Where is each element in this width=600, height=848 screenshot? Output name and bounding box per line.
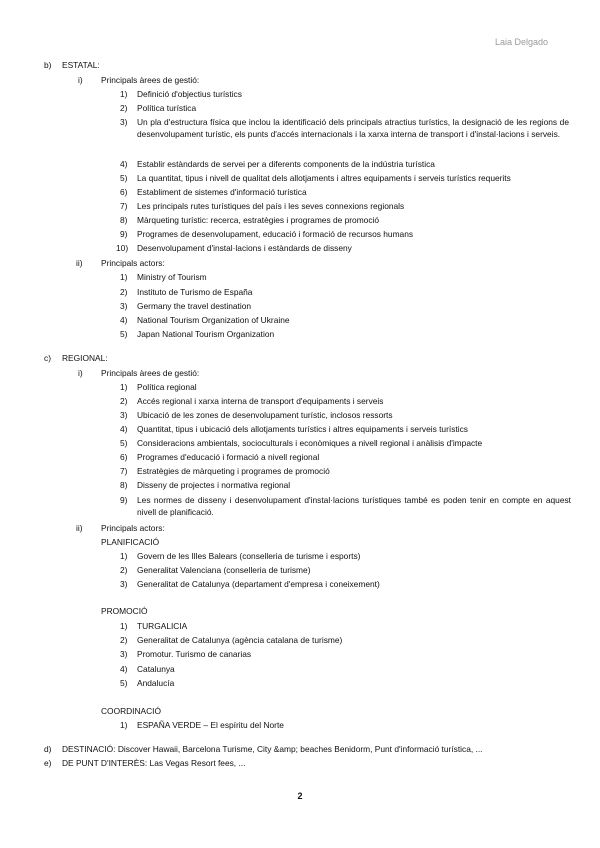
item-text: Les principals rutes turístiques del país i les seves connexions regionals [137,201,405,211]
subsection-title: Principals àrees de gestió: [101,368,200,378]
item-text: Govern de les Illes Balears (conselleria de turisme i esports) [137,551,361,561]
item-text: Establiment de sistemes d'informació turística [137,187,307,197]
group-title-planificacio: PLANIFICACIÓ [101,537,160,547]
item-number: 4) [120,315,128,325]
item-text: Accés regional i xarxa interna de transport d'equipaments i serveis [137,396,384,406]
item-number: 3) [120,117,128,127]
item-number: 1) [120,272,128,282]
header-author: Laia Delgado [494,37,548,47]
subsection-marker: i) [78,368,83,378]
item-text: Programes de desenvolupament, educació i formació de recursos humans [137,229,414,239]
item-number: 2) [120,103,128,113]
item-number: 1) [120,89,128,99]
group-title-coordinacio: COORDINACIÓ [101,706,162,716]
item-text: Japan National Tourism Organization [137,329,275,339]
item-number: 2) [120,635,128,645]
section-text: Discover Hawaii, Barcelona Turisme, City &amp; beaches Benidorm, Punt d'informació turística, ... [117,744,483,754]
section-title: REGIONAL: [62,353,108,363]
item-text: Catalunya [137,664,175,674]
item-text: TURGALICIA [137,621,188,631]
item-number: 2) [120,565,128,575]
item-text: Generalitat Valenciana (conselleria de turisme) [137,565,311,575]
item-text: Ministry of Tourism [137,272,207,282]
subsection-title: Principals àrees de gestió: [101,75,200,85]
item-text: Ubicació de les zones de desenvolupament turístic, inclosos ressorts [137,410,393,420]
item-text: Desenvolupament d'instal·lacions i estàndards de disseny [137,243,352,253]
item-number: 4) [120,159,128,169]
item-text: ESPAÑA VERDE – El espíritu del Norte [137,720,284,730]
item-number: 4) [120,424,128,434]
section-marker: c) [44,353,51,363]
item-text-wrapped: Un pla d'estructura física que inclou la identificació dels principals atractius turístics, la designació de les regions de desenvolupament turístic, els punts d'accés internacionals i la xarxa interna de transport i d'instal·lacions i serveis. [137,117,569,139]
item-number: 10) [116,243,129,253]
item-text: Estratègies de màrqueting i programes de promoció [137,466,330,476]
item-number: 1) [120,382,128,392]
item-number: 3) [120,649,128,659]
item-text: Promotur. Turismo de canarias [137,649,252,659]
item-number: 9) [120,229,128,239]
subsection-marker: ii) [76,258,83,268]
item-number: 4) [120,664,128,674]
item-text: Política regional [137,382,197,392]
item-text: Establir estàndards de servei per a diferents components de la indústria turística [137,159,435,169]
group-title-promocio: PROMOCIÓ [101,606,148,616]
page-number: 2 [297,791,303,801]
item-number: 5) [120,329,128,339]
item-number: 5) [120,173,128,183]
item-text: Quantitat, tipus i ubicació dels allotjaments turístics i altres equipaments i serveis turístics [137,424,468,434]
item-number: 5) [120,438,128,448]
item-text-wrapped: Les normes de disseny i desenvolupament d'instal·lacions turístiques també es poden tenir en compte en aquest nivell de planificació. [137,495,571,517]
item-text: National Tourism Organization of Ukraine [137,315,290,325]
item-text: La quantitat, tipus i nivell de qualitat dels allotjaments i altres equipaments i serveis turístics requerits [137,173,511,183]
item-number: 1) [120,720,128,730]
item-number: 5) [120,678,128,688]
section-marker: d) [44,744,52,754]
item-number: 3) [120,301,128,311]
item-number: 1) [120,551,128,561]
item-text: Germany the travel destination [137,301,252,311]
item-number: 7) [120,466,128,476]
item-number: 3) [120,579,128,589]
item-number: 2) [120,287,128,297]
section-marker: b) [44,60,52,70]
section-text: Las Vegas Resort fees, ... [149,758,246,768]
subsection-title: Principals actors: [101,523,165,533]
item-text: Generalitat de Catalunya (departament d'empresa i coneixement) [137,579,380,589]
item-number: 1) [120,621,128,631]
item-number: 2) [120,396,128,406]
section-label [62,743,483,755]
item-number: 9) [120,495,128,505]
item-text: Política turística [137,103,197,113]
subsection-title: Principals actors: [101,258,165,268]
item-text: Consideracions ambientals, socioculturals i econòmiques a nivell regional i anàlisis d'impacte [137,438,483,448]
item-number: 7) [120,201,128,211]
item-number: 3) [120,410,128,420]
item-text: Instituto de Turismo de España [137,287,253,297]
section-label-text: DESTINACIÓ: [62,744,116,754]
item-number: 6) [120,187,128,197]
item-text: Màrqueting turístic: recerca, estratègies i programes de promoció [137,215,380,225]
item-text: Disseny de projectes i normativa regional [137,480,291,490]
item-text: Generalitat de Catalunya (agència catalana de turisme) [137,635,343,645]
subsection-marker: ii) [76,523,83,533]
item-number: 8) [120,215,128,225]
section-label-text: DE PUNT D'INTERÈS: [62,758,148,768]
section-title: ESTATAL: [62,60,100,70]
item-text: Definició d'objectius turístics [137,89,242,99]
item-number: 8) [120,480,128,490]
section-label [62,757,245,769]
section-marker: e) [44,758,52,768]
item-text: Programes d'educació i formació a nivell regional [137,452,320,462]
subsection-marker: i) [78,75,83,85]
item-text: Andalucía [137,678,175,688]
item-number: 6) [120,452,128,462]
